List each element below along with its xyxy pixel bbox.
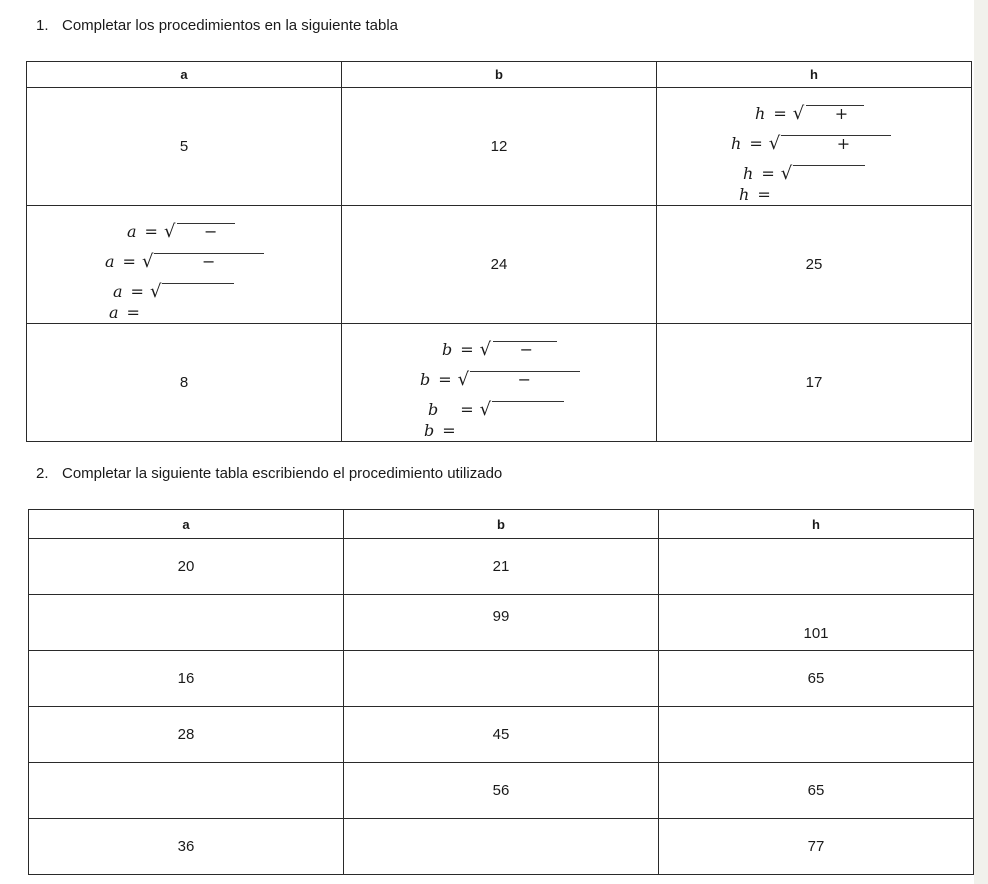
header-b: b [342,62,657,88]
cell-b[interactable] [344,707,659,763]
cell-value: 20 [177,558,195,575]
cell-value: 45 [492,726,510,743]
table-row [27,206,972,324]
cell-value: 25 [805,256,823,273]
formula-line: a = √ [113,282,161,302]
cell-b[interactable] [344,539,659,595]
exercise1-table [26,61,972,442]
cell-h[interactable] [659,819,974,875]
header-a: a [29,510,344,539]
cell-value: 56 [492,782,510,799]
formula-line: a = √ − [105,252,153,272]
header-b: b [344,510,659,539]
header-a: a [27,62,342,88]
cell-a-formula[interactable] [27,206,342,324]
pythagoras-formula [657,88,971,205]
cell-a[interactable] [29,819,344,875]
cell-b[interactable] [344,595,659,651]
cell-value: 65 [807,670,825,687]
cell-value: 99 [492,608,510,625]
cell-a[interactable] [27,324,342,442]
exercise1-number: 1. [36,17,49,34]
cell-value: 101 [803,625,829,642]
cell-b[interactable] [344,819,659,875]
cell-value: 28 [177,726,195,743]
table-header-row [27,62,972,88]
table-row [29,707,974,763]
cell-b[interactable] [342,88,657,206]
exercise2-number: 2. [36,465,49,482]
exercise2-table [28,509,974,875]
cell-h[interactable] [659,763,974,819]
table-row [27,324,972,442]
exercise1-heading [36,17,398,34]
cell-value: 65 [807,782,825,799]
header-h: h [659,510,974,539]
cell-value: 5 [179,138,189,155]
cell-h[interactable] [657,324,972,442]
cell-value: 21 [492,558,510,575]
formula-line: a = [109,303,140,322]
formula-line: b = √ − [420,370,469,390]
exercise2-title: Completar la siguiente tabla escribiendo el procedimiento utilizado [62,465,503,482]
exercise2-heading [36,465,502,482]
formula-line: b = [424,421,456,440]
exercise1-title: Completar los procedimientos en la siguiente tabla [62,17,399,34]
cell-value: 17 [805,374,823,391]
cell-value: 24 [490,256,508,273]
table-row [27,88,972,206]
table-header-row [29,510,974,539]
formula-line: h = [739,185,771,204]
table-row [29,539,974,595]
cell-h[interactable] [659,595,974,651]
cell-a[interactable] [29,707,344,763]
cell-h-formula[interactable] [657,88,972,206]
pythagoras-formula [27,206,341,323]
cell-b[interactable] [344,651,659,707]
cell-b-formula[interactable] [342,324,657,442]
cell-b[interactable] [342,206,657,324]
cell-h[interactable] [659,651,974,707]
pythagoras-formula [342,324,656,441]
cell-h[interactable] [659,539,974,595]
formula-line: b = √ [428,400,491,420]
table-row [29,595,974,651]
formula-line: b = √ − [442,340,491,360]
cell-value: 36 [177,838,195,855]
formula-line: a = √ − [127,222,175,242]
formula-line: h = √ + [755,104,804,124]
cell-a[interactable] [29,595,344,651]
cell-b[interactable] [344,763,659,819]
cell-a[interactable] [29,539,344,595]
table-row [29,763,974,819]
formula-line: h = √ + [731,134,780,154]
cell-value: 12 [490,138,508,155]
table-row [29,651,974,707]
cell-a[interactable] [29,763,344,819]
table-row [29,819,974,875]
cell-h[interactable] [659,707,974,763]
cell-a[interactable] [29,651,344,707]
cell-value: 16 [177,670,195,687]
cell-value: 8 [179,374,189,391]
formula-line: h = √ [743,164,792,184]
cell-value: 77 [807,838,825,855]
header-h: h [657,62,972,88]
cell-a[interactable] [27,88,342,206]
cell-h[interactable] [657,206,972,324]
